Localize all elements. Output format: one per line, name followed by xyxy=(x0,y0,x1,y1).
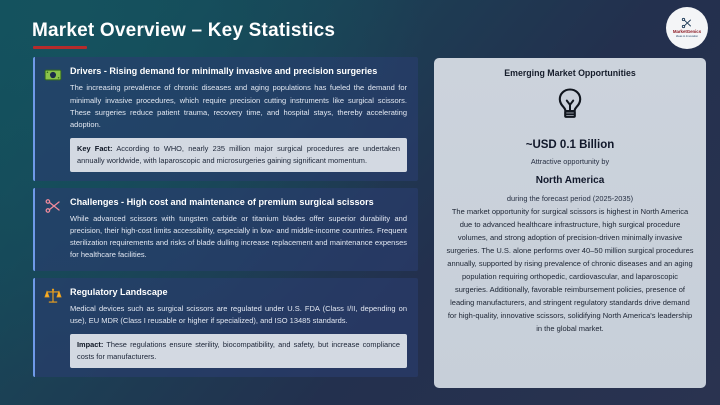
callout-text: These regulations ensure sterility, biocompatibility, and safety, but increase compliance costs for manufacturers. xyxy=(77,340,400,362)
panel-title: Emerging Market Opportunities xyxy=(504,68,636,78)
money-banknote-icon xyxy=(44,66,62,84)
page-title: Market Overview – Key Statistics xyxy=(32,20,336,41)
card-challenges[interactable] xyxy=(33,188,418,271)
callout-label: Key Fact: xyxy=(77,143,113,153)
scissors-icon xyxy=(44,197,62,215)
card-text: The increasing prevalence of chronic diseases and aging populations has fueled the demand for minimally invasive procedures, which require precision cutting instruments like surgical scissors. These surgeries reduce patient trauma, recovery time, and hospital stays, thereby accelerating adoption. xyxy=(70,83,407,129)
card-body xyxy=(70,287,407,368)
card-body xyxy=(70,66,407,172)
opportunity-region: North America xyxy=(535,175,605,186)
company-logo xyxy=(666,7,708,49)
callout-text: According to WHO, nearly 235 million major surgical procedures are undertaken annually worldwide, with laparoscopic and microsurgeries gaining significant momentum. xyxy=(77,143,400,165)
lightbulb-icon xyxy=(555,87,585,126)
key-statistics-card-list xyxy=(33,57,418,377)
logo-tagline: Ideas to Innovation xyxy=(675,34,699,38)
key-fact-callout xyxy=(70,138,407,172)
scales-balance-icon xyxy=(44,287,62,305)
scissors-icon xyxy=(680,17,694,29)
card-text: While advanced scissors with tungsten carbide or titanium blades offer superior durability and precision, their high-cost limits accessibility, especially in low- and middle-income countries. Frequent sterilization requirements and risks of blade dulling increase replacement and maintenance expenses for healthcare facilities. xyxy=(70,213,407,260)
card-heading: Drivers - Rising demand for minimally invasive and precision surgeries xyxy=(70,66,378,76)
emerging-market-opportunities-panel xyxy=(434,58,706,388)
card-regulatory-landscape[interactable] xyxy=(33,278,418,377)
impact-callout xyxy=(70,334,407,368)
title-underline-accent xyxy=(33,46,87,49)
logo-name: MarketGenics xyxy=(672,29,702,35)
card-drivers[interactable] xyxy=(33,57,418,181)
card-text: Medical devices such as surgical scissors are regulated under U.S. FDA (Class I/II, depending on use), EU MDR (Class I reusable or higher if specialized), and ISO 13485 standards. xyxy=(70,303,407,326)
card-heading: Regulatory Landscape xyxy=(70,286,168,297)
card-heading: Challenges - High cost and maintenance of premium surgical scissors xyxy=(70,196,374,207)
opportunity-subtitle: Attractive opportunity by xyxy=(530,157,610,166)
card-body xyxy=(70,197,407,262)
opportunity-description: The market opportunity for surgical scissors is highest in North America due to advanced healthcare infrastructure, high surgical procedure volumes, and strong adoption of precision-driven minimally invasive surgeries. The U.S. alone performs over 40–50 million surgical procedures annually, supported by rising prevalence of chronic diseases and an aging population requiring orthopedic, cardiovascular, and laparoscopic surgeries. Additionally, favorable reimbursement policies, presence of leading manufacturers, and stringent regulatory standards drive demand for high-quality, innovative scissors, solidifying North America's leadership in the global market. xyxy=(446,207,694,334)
callout-label: Impact: xyxy=(77,340,104,350)
opportunity-forecast-period: during the forecast period (2025-2035) xyxy=(506,194,634,203)
opportunity-value: ~USD 0.1 Billion xyxy=(525,139,615,151)
